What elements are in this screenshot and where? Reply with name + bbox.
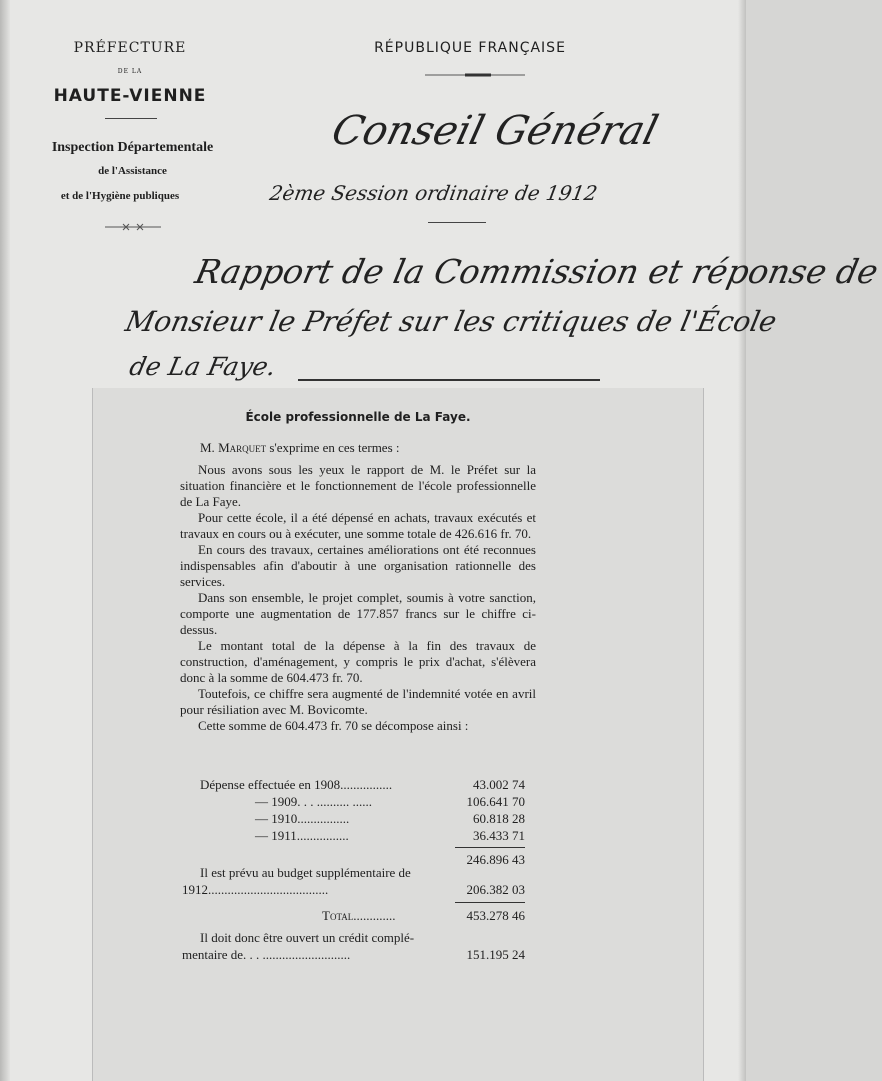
paragraph: Cette somme de 604.473 fr. 70 se décompose ainsi :	[198, 718, 469, 733]
expense-label: — 1910................	[255, 811, 350, 826]
sum-rule	[455, 847, 525, 848]
inspection-heading: Inspection Départementale	[51, 140, 214, 155]
handwritten-underline	[428, 222, 486, 223]
intro-prefix: M.	[200, 440, 215, 455]
handwritten-conseil-general: Conseil Général	[327, 108, 663, 154]
expense-label: — 1909. . . .......... ......	[255, 794, 372, 809]
expense-amount: 106.641 70	[466, 794, 525, 809]
subtotal-amount: 246.896 43	[466, 852, 525, 867]
assistance-text: de l'Assistance	[98, 165, 167, 177]
hygiene-text: et de l'Hygiène publiques	[60, 190, 180, 202]
credit-amount: 151.195 24	[466, 947, 525, 962]
paragraph: Dans son ensemble, le projet complet, soumis à votre sanction, comporte une augmentation de 177.857 francs sur le chiffre ci-dessus.	[180, 590, 536, 637]
page-left-edge	[0, 0, 10, 1081]
republique-ornament-icon	[425, 70, 525, 80]
handwritten-rapport-line-3: de La Faye.	[126, 352, 279, 381]
paragraph: Toutefois, ce chiffre sera augmenté de l'indemnité votée en avril pour résiliation avec M. Bovicomte.	[180, 686, 536, 717]
expense-label: — 1911................	[255, 828, 349, 843]
handwritten-session: 2ème Session ordinaire de 1912	[267, 181, 600, 205]
paragraph: Nous avons sous les yeux le rapport de M. le Préfet sur la situation financière et le fonctionnement de l'école professionnelle de La Faye.	[180, 462, 536, 509]
handwritten-rapport-line-2: Monsieur le Préfet sur les critiques de l'École	[122, 305, 780, 338]
paragraph: Pour cette école, il a été dépensé en achats, travaux exécutés et travaux en cours ou à exécuter, une somme totale de 426.616 fr. 70.	[180, 510, 536, 541]
sum-rule	[455, 902, 525, 903]
handwritten-underline-long	[298, 379, 600, 381]
expense-amount: 36.433 71	[473, 828, 525, 843]
credit-line-2: mentaire de. . . ...........................	[182, 947, 351, 962]
credit-line-1: Il doit donc être ouvert un crédit complé-	[200, 930, 415, 945]
report-body	[180, 462, 536, 734]
budget-amount: 206.382 03	[466, 882, 525, 897]
expense-label: Dépense effectuée en 1908................	[200, 777, 393, 792]
paragraph: Le montant total de la dépense à la fin des travaux de construction, d'aménagement, y compris le prix d'achat, s'élèvera donc à la somme de 604.473 fr. 70.	[180, 638, 536, 685]
ornament-divider-icon	[105, 222, 161, 232]
intro-name: Marquet	[218, 440, 267, 455]
report-intro	[200, 440, 400, 456]
department-heading: HAUTE-VIENNE	[53, 86, 207, 106]
total-amount: 453.278 46	[466, 908, 525, 923]
republique-heading: RÉPUBLIQUE FRANÇAISE	[374, 40, 566, 56]
page-right-edge	[738, 0, 746, 1081]
handwritten-rapport-line-1: Rapport de la Commission et réponse de	[191, 252, 882, 291]
expense-amount: 60.818 28	[473, 811, 525, 826]
total-label: Total.............	[322, 908, 396, 923]
report-title: École professionnelle de La Faye.	[245, 410, 471, 424]
budget-line-1: Il est prévu au budget supplémentaire de	[200, 865, 411, 880]
paragraph: En cours des travaux, certaines améliorations ont été reconnues indispensables afin d'aboutir à une organisation rationnelle des services.	[180, 542, 536, 589]
de-la-text: DE LA	[117, 68, 143, 75]
intro-suffix: s'exprime en ces termes :	[269, 440, 400, 455]
expense-amount: 43.002 74	[473, 777, 525, 792]
prefecture-heading: PRÉFECTURE	[73, 40, 187, 56]
header-divider	[105, 118, 157, 119]
budget-line-2: 1912.....................................	[182, 882, 329, 897]
